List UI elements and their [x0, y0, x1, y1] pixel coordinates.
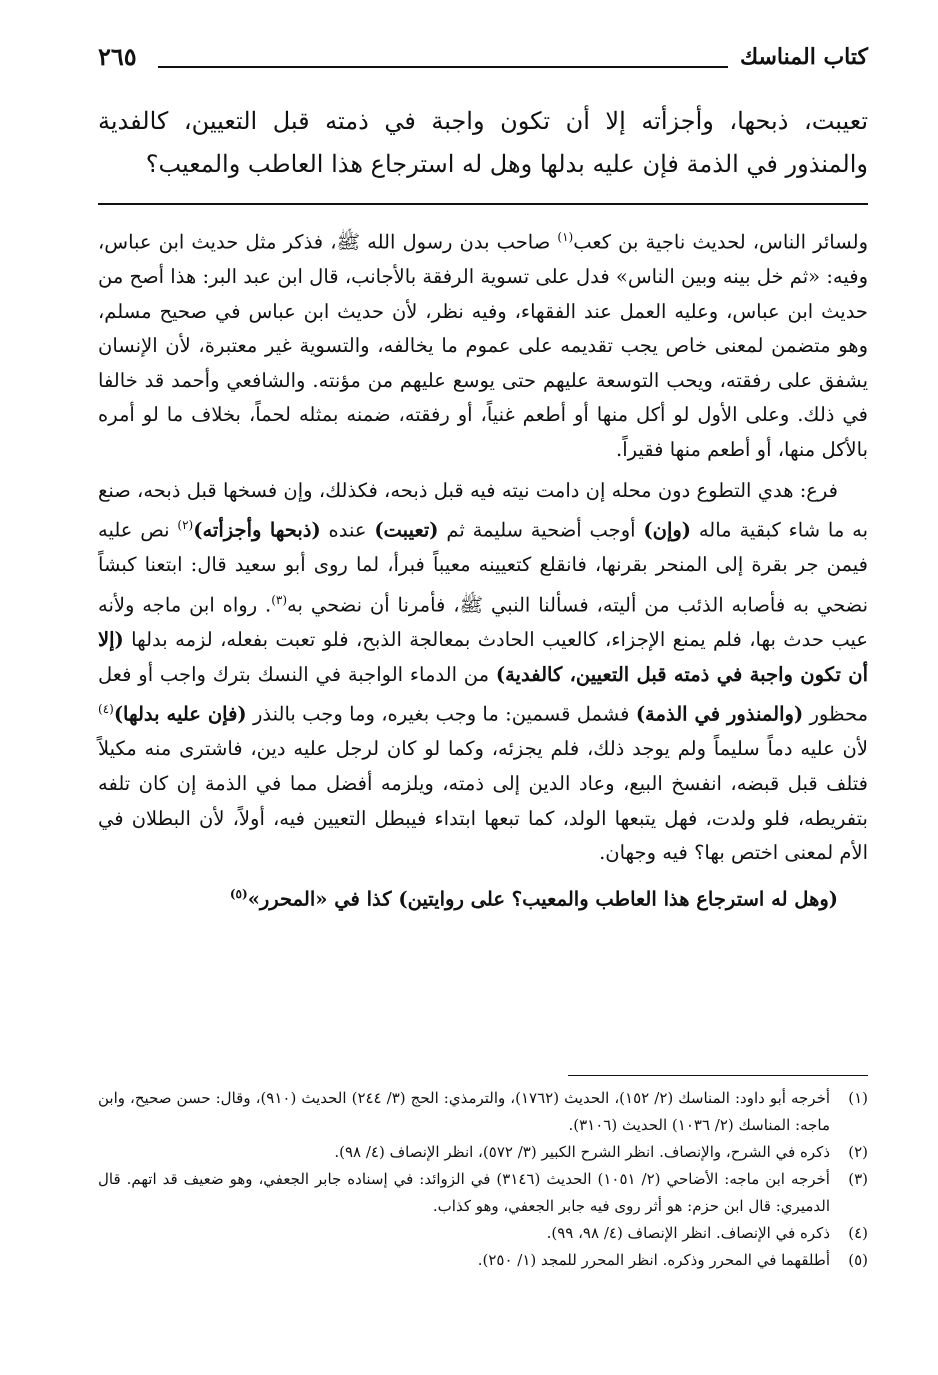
- footnote-number: (٢): [848, 1143, 868, 1161]
- chapter-title: كتاب المناسك: [739, 44, 868, 70]
- commentary-text: عنده: [320, 518, 375, 542]
- commentary-text: فرع: هدي التطوع دون محله إن دامت نيته فيه قبل ذبحه، فكذلك، وإن فسخها قبل ذبحه، صنع به ما شاء كبقية ماله: [98, 478, 868, 542]
- commentary-text: ولسائر الناس، لحديث ناجية بن كعب: [573, 230, 868, 254]
- footnote-number: (٤): [848, 1224, 868, 1242]
- footnote-ref-1: (١): [557, 230, 574, 244]
- commentary-text: لأن عليه دماً سليماً ولم يوجد ذلك، فلم يجزئه، وكما لو كان لرجل عليه دين، فاشترى منه مكيلاً فتلف قبل قبضه، انفسخ البيع، وعاد الدين إلى ذمته، ويلزمه أفضل مما في الذمة إن كان تلفه بتفريطه، فلو ولدت، فهل يتبعها الولد، كما تبعها ابتداء فيبطل التعيين فيه، أولاً، لأن البطلان في الأم لمعنى اختص بها؟ فيه وجهان.: [98, 737, 868, 865]
- footnote-ref-5: (٥): [229, 886, 248, 901]
- commentary-text: أوجب أضحية سليمة ثم: [438, 518, 644, 542]
- commentary-text: . رواه ابن ماجه ولأنه عيب حدث بها، فلم يمنع الإجزاء، كالعيب الحادث بمعالجة الذبح، فلو تعبت بفعله، لزمه بدلها: [98, 593, 868, 652]
- matn-quote: (والمنذور في الذمة): [635, 702, 804, 726]
- footnote-number: (٥): [848, 1251, 868, 1269]
- commentary-paragraph-3: [98, 877, 868, 917]
- commentary: [98, 220, 868, 923]
- footnote-text: ذكره في الإنصاف. انظر الإنصاف (٤/ ٩٨، ٩٩).: [546, 1224, 830, 1242]
- matn-quote: (وإن): [643, 518, 692, 542]
- footnote-text: أخرجه ابن ماجه: الأضاحي (٢/ ١٠٥١) الحديث (٣١٤٦) في الزوائد: في إسناده جابر الجعفي، وهو ضعيف قد اتهم. قال الدميري: قال ابن حزم: هو أثر روى فيه جابر الجعفي، وهو كذاب.: [98, 1170, 830, 1215]
- commentary-text: من الدماء الواجبة في النسك بترك واجب أو فعل محظور: [98, 662, 869, 726]
- matn-quote: (وهل له استرجاع هذا العاطب والمعيب؟ على روايتين): [398, 887, 838, 911]
- header-rule: [158, 66, 728, 68]
- commentary-text: صاحب بدن رسول الله ﷺ، فذكر مثل حديث ابن عباس، وفيه: «ثم خل بينه وبين الناس» فدل على تسوية الرفقة بالأجانب، قال ابن عبد البر: هذا أصح من حديث ابن عباس، وعليه العمل عند الفقهاء، وفيه نظر، لأن حديث ابن عباس في صحيح مسلم، وهو متضمن لمعنى خاص يجب تقديمه على عموم ما يخالفه، والتسوية غير معتبرة، لأن الإنسان يشفق على رفقته، ويحب التوسعة عليهم حتى يوسع عليهم من مؤنته. والشافعي وأحمد قد خالفا في ذلك. وعلى الأول لو أكل منها أو أطعم غنياً، أو رفقته، ضمنه بمثله لحماً، بخلاف ما لو أمره بالأكل منها، أو أطعم منها فقيراً.: [98, 230, 868, 462]
- footnote: [98, 1139, 868, 1166]
- page-number: ٢٦٥: [98, 42, 137, 71]
- footnote: [98, 1085, 868, 1139]
- footnote: [98, 1220, 868, 1247]
- footnote-text: ذكره في الشرح، والإنصاف. انظر الشرح الكبير (٣/ ٥٧٢)، انظر الإنصاف (٤/ ٩٨).: [334, 1143, 830, 1161]
- matn-quote: (ذبحها وأجزأته): [193, 518, 321, 542]
- commentary-text: فشمل قسمين: ما وجب بغيره، وما وجب بالنذر: [246, 702, 636, 726]
- commentary-text: نص عليه فيمن جر بقرة إلى المنحر بقرنها، فانقلع كتعيينه معيباً فبرأ، لما روى أبو سعيد قال: ابتعنا كبشاً نضحي به فأصابه الذئب من أليته، فسألنا النبي ﷺ، فأمرنا أن نضحي به: [98, 518, 868, 617]
- footnote-text: أطلقهما في المحرر وذكره. انظر المحرر للمجد (١/ ٢٥٠).: [477, 1251, 830, 1269]
- main-text: تعيبت، ذبحها، وأجزأته إلا أن تكون واجبة في ذمته قبل التعيين، كالفدية والمنذور في الذمة فإن عليه بدلها وهل له استرجاع هذا العاطب والمعيب؟: [98, 107, 868, 178]
- matn-quote: (تعيبت): [374, 518, 439, 542]
- commentary-text: كذا في «المحرر»: [247, 887, 399, 911]
- footnotes: [98, 1085, 868, 1274]
- footnote: [98, 1247, 868, 1274]
- footnote-text: أخرجه أبو داود: المناسك (٢/ ١٥٢)، الحديث (١٧٦٢)، والترمذي: الحج (٣/ ٢٤٤) الحديث (٩١٠)، وقال: حسن صحيح، وابن ماجه: المناسك (٢/ ١٠٣٦) الحديث (٣١٠٦).: [98, 1089, 831, 1134]
- footnote-number: (٣): [848, 1170, 868, 1188]
- main-text-divider: [98, 203, 868, 205]
- footnote-ref-3: (٣): [271, 592, 288, 607]
- footnote: [98, 1166, 868, 1220]
- footnote-number: (١): [848, 1089, 868, 1107]
- footnote-ref-4: (٤): [98, 702, 114, 717]
- matn-quote: (إلا أن تكون واجبة في ذمته قبل التعيين، كالفدية): [98, 628, 868, 686]
- commentary-paragraph-1: [98, 220, 868, 468]
- footnote-ref-2: (٢): [177, 518, 194, 533]
- matn-quote: (فإن عليه بدلها): [113, 702, 247, 726]
- footnote-divider: [568, 1075, 868, 1076]
- commentary-paragraph-2: [98, 474, 868, 871]
- running-header: [98, 42, 868, 76]
